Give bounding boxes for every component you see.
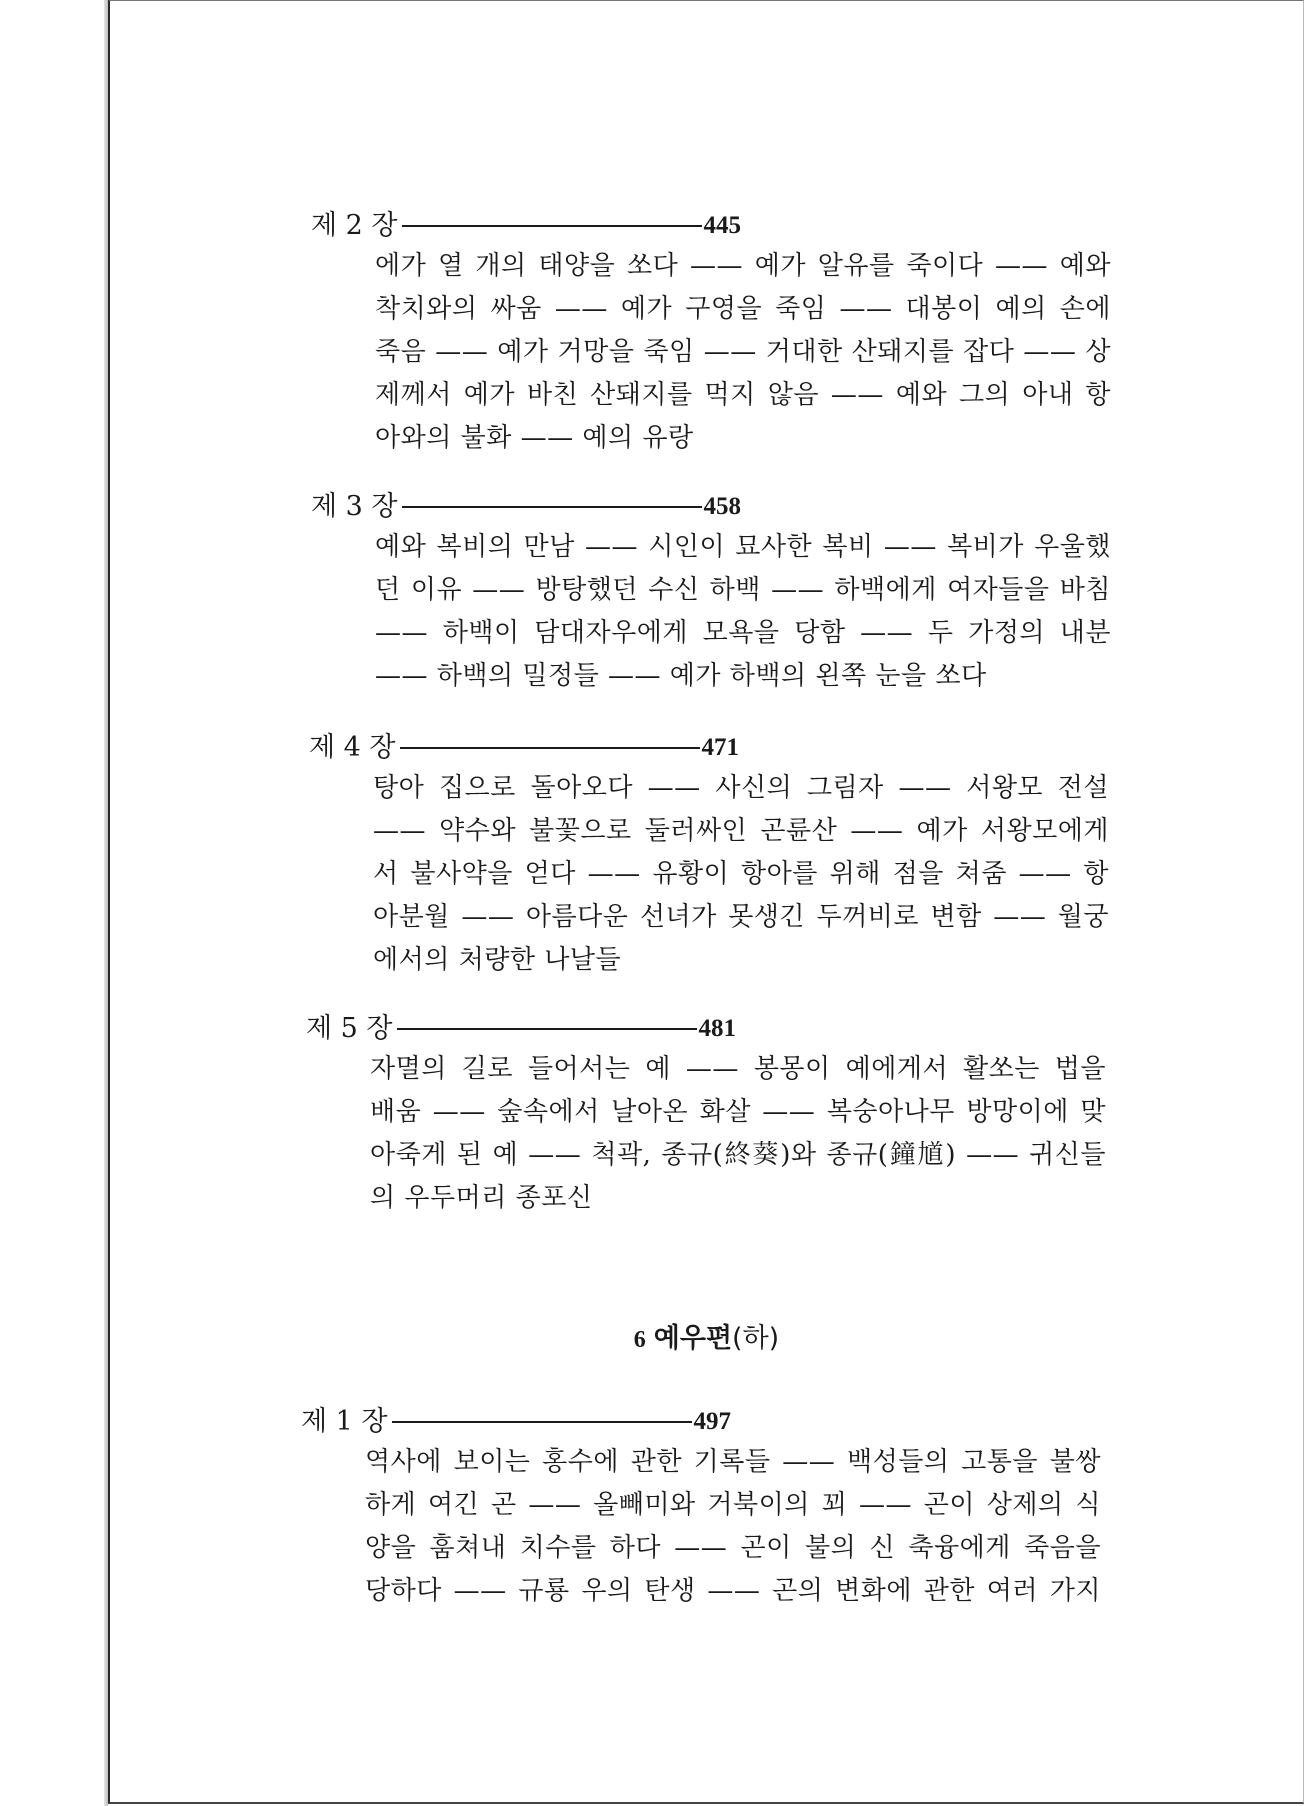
toc-entry-chapter-3 [311,486,1111,698]
summary-line: 서 불사약을 얻다 —— 유황이 항아를 위해 점을 쳐줌 —— 항 [373,859,1109,889]
toc-entry-chapter-5 [306,1008,1106,1220]
section-title-text: 예우편 [653,1323,733,1354]
summary-line: —— 하백이 담대자우에게 모욕을 당함 —— 두 가정의 내분 [375,618,1111,648]
summary-line: 예와 복비의 만남 —— 시인이 묘사한 복비 —— 복비가 우울했 [375,532,1111,562]
page-number: 497 [693,1407,732,1435]
section-number: 6 [633,1327,646,1353]
summary-line: 아죽게 된 예 —— 척곽, 종규(終葵)와 종규(鐘馗) —— 귀신들 [370,1140,1106,1170]
chapter-heading [311,486,1111,526]
page-number: 481 [698,1014,737,1042]
section-heading [0,1316,1313,1355]
summary-line: —— 하백의 밀정들 —— 예가 하백의 왼쪽 눈을 쏘다 [375,661,987,691]
chapter-label: 제 2 장 [311,209,398,241]
chapter-heading [306,1008,1106,1048]
dot-leader-line [402,225,702,227]
chapter-heading [309,727,1109,767]
page-number: 445 [703,211,742,239]
toc-entry-chapter-2 [311,205,1111,460]
summary-line: 하게 여긴 곤 —— 올빼미와 거북이의 꾀 —— 곤이 상제의 식 [365,1490,1101,1520]
section-subtitle: (하) [732,1323,780,1354]
summary-line: 착치와의 싸움 —— 예가 구영을 죽임 —— 대봉이 예의 손에 [375,294,1111,324]
summary-line: 에가 열 개의 태양을 쏘다 —— 예가 알유를 죽이다 —— 예와 [375,251,1111,281]
chapter-summary [365,1441,1101,1613]
dot-leader-line [397,1028,697,1030]
summary-line: 에서의 처량한 나날들 [373,945,622,975]
chapter-summary [375,526,1111,698]
summary-line: —— 약수와 불꽃으로 둘러싸인 곤륜산 —— 예가 서왕모에게 [373,816,1109,846]
toc-entry-part6-chapter-1 [301,1401,1101,1613]
chapter-heading [301,1401,1101,1441]
chapter-summary [375,245,1111,460]
summary-line: 탕아 집으로 돌아오다 —— 사신의 그림자 —— 서왕모 전설 [373,773,1109,803]
chapter-heading [311,205,1111,245]
summary-line: 자멸의 길로 들어서는 예 —— 봉몽이 예에게서 활쏘는 법을 [370,1054,1106,1084]
dot-leader-line [402,506,702,508]
chapter-summary [370,1048,1106,1220]
summary-line: 역사에 보이는 홍수에 관한 기록들 —— 백성들의 고통을 불쌍 [365,1447,1101,1477]
chapter-label: 제 4 장 [309,731,396,763]
chapter-label: 제 5 장 [306,1012,393,1044]
summary-line: 던 이유 —— 방탕했던 수신 하백 —— 하백에게 여자들을 바침 [375,575,1111,605]
summary-line: 배움 —— 숲속에서 날아온 화살 —— 복숭아나무 방망이에 맞 [370,1097,1106,1127]
summary-line: 의 우두머리 종포신 [370,1183,593,1213]
toc-entry-chapter-4 [309,727,1109,982]
page-number: 458 [703,492,742,520]
summary-line: 제께서 예가 바친 산돼지를 먹지 않음 —— 예와 그의 아내 항 [375,380,1111,410]
summary-line: 아분월 —— 아름다운 선녀가 못생긴 두꺼비로 변함 —— 월궁 [373,902,1109,932]
summary-line: 아와의 불화 —— 예의 유랑 [375,423,694,453]
page-number: 471 [701,733,740,761]
dot-leader-line [400,747,700,749]
chapter-label: 제 3 장 [311,490,398,522]
summary-line: 양을 훔쳐내 치수를 하다 —— 곤이 불의 신 축융에게 죽음을 [365,1533,1101,1563]
chapter-summary [373,767,1109,982]
dot-leader-line [392,1421,692,1423]
chapter-label: 제 1 장 [301,1405,388,1437]
summary-line: 당하다 —— 규룡 우의 탄생 —— 곤의 변화에 관한 여러 가지 [365,1576,1101,1606]
summary-line: 죽음 —— 예가 거망을 죽임 —— 거대한 산돼지를 잡다 —— 상 [375,337,1111,367]
